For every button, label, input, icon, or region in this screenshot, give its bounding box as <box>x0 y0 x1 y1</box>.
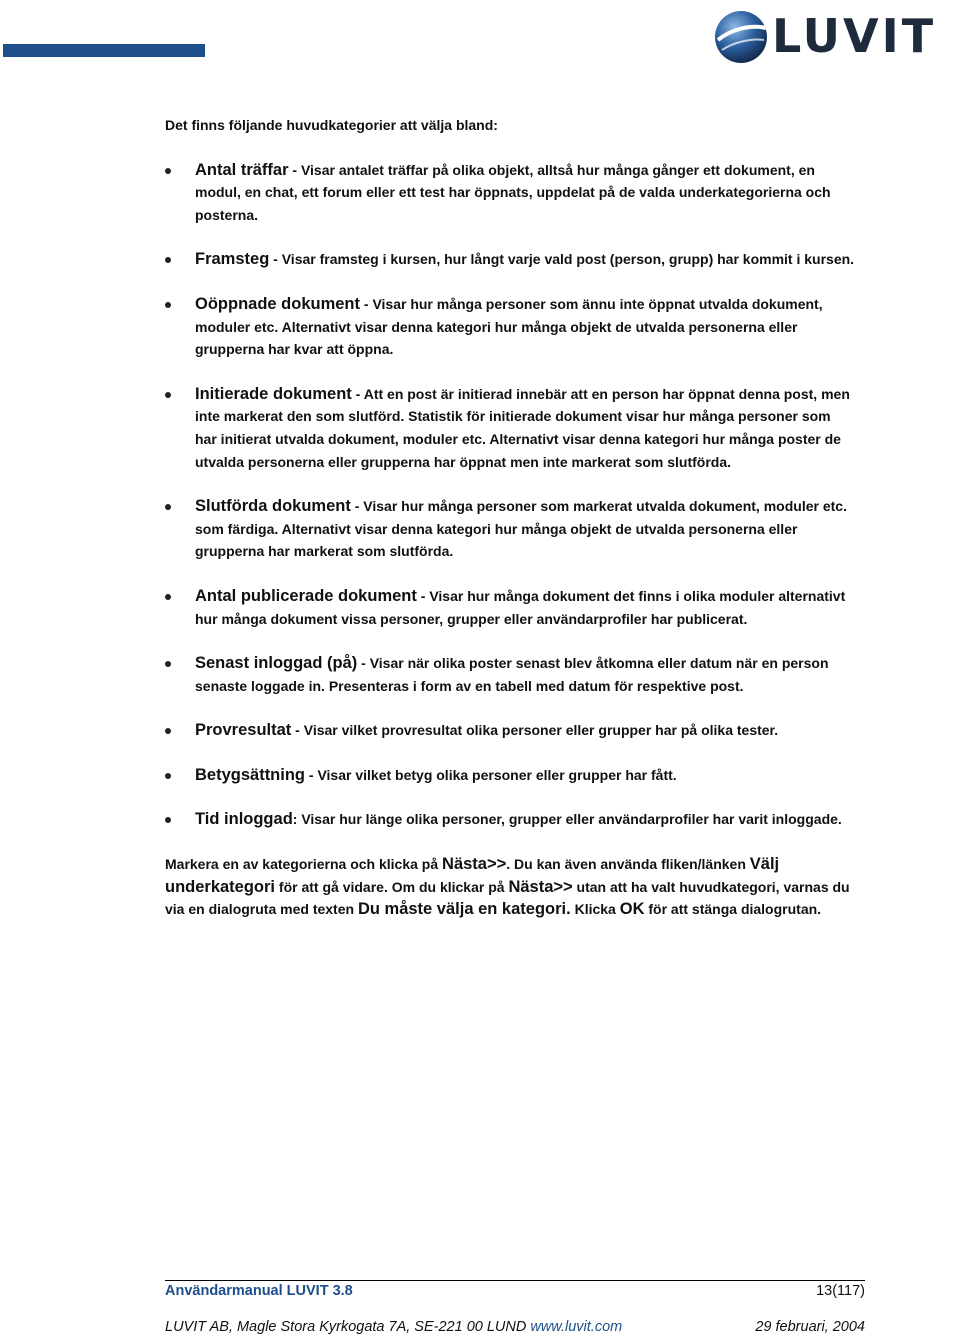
dialog-message: Du måste välja en kategori. <box>357 900 571 919</box>
item-text: : Visar hur länge olika personer, grupper eller användarprofiler har varit inloggade. <box>292 811 842 828</box>
item-text: - Att en post är initierad innebär att en person har öppnat denna post, men inte markerat den som slutförd. Statistik för initierade dokument visar hur många personer som har initierat utvalda dokument, moduler etc. Alternativt visar denna kategori hur många poster de utvalda personerna eller grupperna har öppnat men inte markerat som slutförda. <box>195 385 850 470</box>
address-text: LUVIT AB, Magle Stora Kyrkogata 7A, SE-221 00 LUND <box>165 1319 531 1335</box>
list-item <box>165 248 855 271</box>
item-text: - Visar hur många personer som ännu inte öppnat utvalda dokument, moduler etc. Alternativt visar denna kategori hur många objekt de utvalda personerna eller grupperna har kvar att öppna. <box>195 295 823 358</box>
outro-paragraph <box>165 853 855 921</box>
page-number: 13(117) <box>816 1283 865 1299</box>
outro-text: för att stänga dialogrutan. <box>644 901 822 918</box>
item-term: Antal publicerade dokument <box>195 586 417 605</box>
footer-divider <box>165 1280 865 1281</box>
header-bar <box>3 44 205 57</box>
choose-subcategory-label: Välj underkategori <box>165 855 780 896</box>
item-term: Oöppnade dokument <box>195 294 360 313</box>
footer-date: 29 februari, 2004 <box>755 1319 865 1335</box>
outro-text: utan att ha valt huvudkategori, varnas du via en dialogruta med texten <box>165 878 850 918</box>
item-term: Slutförda dokument <box>195 497 351 516</box>
item-term: Senast inloggad (på) <box>195 654 358 673</box>
footer-address <box>165 1319 622 1335</box>
item-term: Antal träffar <box>195 160 289 179</box>
luvit-logo <box>712 8 954 66</box>
next-label: Nästa>> <box>508 877 573 896</box>
list-item <box>165 808 855 831</box>
item-term: Framsteg <box>195 250 270 269</box>
next-label: Nästa>> <box>442 855 507 874</box>
outro-text: Klicka <box>570 901 620 918</box>
item-text: - Visar vilket betyg olika personer eller grupper har fått. <box>305 766 677 783</box>
main-content <box>165 114 855 921</box>
category-list <box>165 159 855 831</box>
list-item <box>165 159 855 227</box>
globe-logo-icon <box>712 8 770 66</box>
list-item <box>165 585 855 630</box>
item-text: - Visar antalet träffar på olika objekt, alltså hur många gånger ett dokument, en modul, en chat, ett forum eller ett test har öppnats, uppdelat på de valda underkategorierna och posterna. <box>195 161 831 223</box>
item-text: - Visar framsteg i kursen, hur långt varje vald post (person, grupp) har kommit i kursen. <box>269 251 855 268</box>
list-item <box>165 719 855 742</box>
outro-text: för att gå vidare. Om du klickar på <box>275 878 509 895</box>
ok-label: OK <box>619 900 645 919</box>
list-item <box>165 293 855 361</box>
item-term: Initierade dokument <box>195 384 352 403</box>
item-term: Tid inloggad <box>195 810 293 829</box>
intro-text: Det finns följande huvudkategorier att välja bland: <box>165 117 498 133</box>
item-term: Betygsättning <box>195 765 306 784</box>
item-text: - Visar när olika poster senast blev åtkomna eller datum när en person senaste loggade in. Presenteras i form av en tabell med datum för respektive post. <box>195 655 829 694</box>
logo-text: LUVIT <box>772 9 937 63</box>
outro-text: . Du kan även använda fliken/länken <box>506 856 750 873</box>
website-link[interactable]: www.luvit.com <box>530 1319 623 1335</box>
list-item <box>165 495 855 563</box>
item-term: Provresultat <box>195 721 292 740</box>
list-item <box>165 652 855 697</box>
item-text: - Visar hur många personer som markerat utvalda dokument, moduler etc. som färdiga. Alternativt visar denna kategori hur många objekt de utvalda personerna eller grupperna har markerat som slutförda. <box>195 498 847 560</box>
item-text: - Visar hur många dokument det finns i olika moduler alternativt hur många dokument vissa personer, grupper eller användarprofiler har publicerat. <box>195 587 846 627</box>
item-text: - Visar vilket provresultat olika personer eller grupper har på olika tester. <box>291 722 779 739</box>
footer-manual-title: Användarmanual LUVIT 3.8 <box>165 1283 353 1299</box>
list-item <box>165 383 855 473</box>
outro-text: Markera en av kategorierna och klicka på <box>165 856 443 873</box>
list-item <box>165 764 855 787</box>
